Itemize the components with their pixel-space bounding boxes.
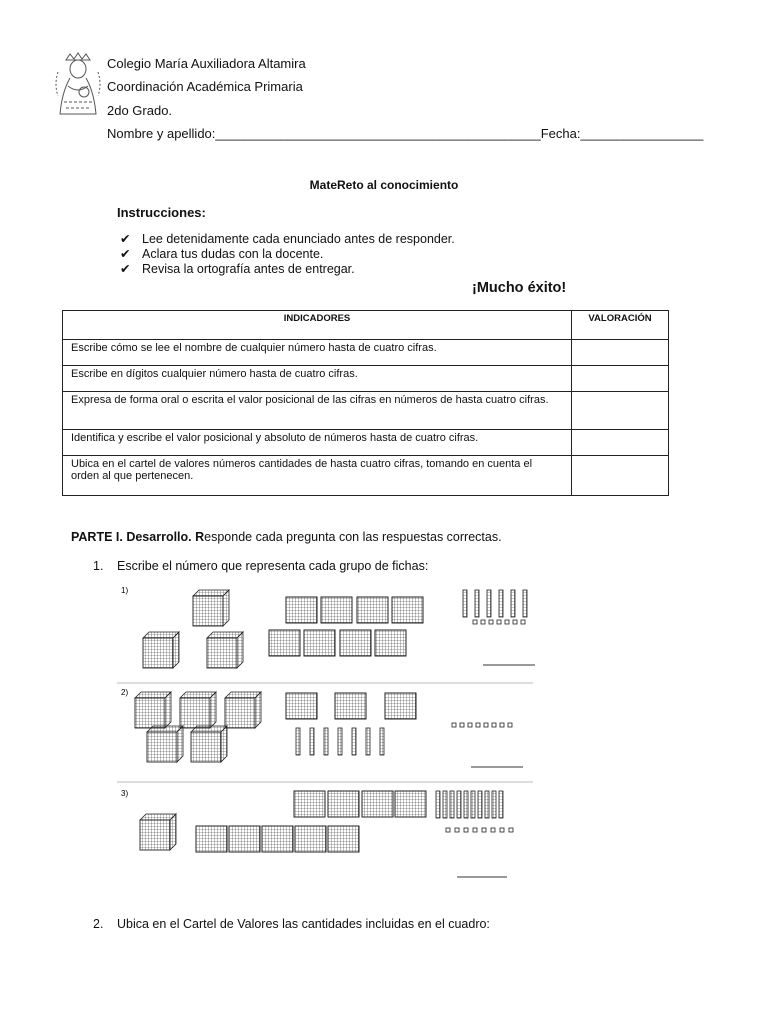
thousand-cube — [173, 632, 179, 668]
ten-rod — [436, 791, 440, 818]
ten-rod — [485, 791, 489, 818]
valuation-header: VALORACIÓN — [572, 311, 669, 340]
unit-cube — [513, 620, 517, 624]
unit-cube — [500, 723, 504, 727]
hundred-flat — [304, 630, 335, 656]
hundred-flat — [362, 791, 393, 817]
valuation-cell[interactable] — [572, 366, 669, 392]
hundred-flat — [321, 597, 352, 623]
indicators-table — [62, 310, 669, 496]
thousand-cube — [225, 698, 255, 728]
ten-rod — [450, 791, 454, 818]
hundred-flat — [385, 693, 416, 719]
unit-cube — [521, 620, 525, 624]
instruction-item: ✔ Revisa la ortografía antes de entregar. — [120, 262, 355, 276]
hundred-flat — [328, 826, 359, 852]
ten-rod — [499, 791, 503, 818]
ten-rod — [463, 590, 467, 617]
hundred-flat — [335, 693, 366, 719]
grade: 2do Grado. — [107, 103, 173, 118]
unit-cube — [491, 828, 495, 832]
part-one-heading: PARTE I. Desarrollo. Responde cada pregunta con las respuestas correctas. — [71, 530, 502, 544]
indicator-row: Identifica y escribe el valor posicional y absoluto de números hasta de cuatro cifras. — [63, 430, 572, 456]
thousand-cube — [143, 638, 173, 668]
hundred-flat — [328, 791, 359, 817]
indicator-row: Escribe en dígitos cualquier número hasta de cuatro cifras. — [63, 366, 572, 392]
thousand-cube — [223, 590, 229, 626]
ten-rod — [492, 791, 496, 818]
unit-cube — [505, 620, 509, 624]
unit-cube — [446, 828, 450, 832]
thousand-cube — [140, 820, 170, 850]
valuation-cell[interactable] — [572, 456, 669, 496]
unit-cube — [509, 828, 513, 832]
ten-rod — [457, 791, 461, 818]
hundred-flat — [357, 597, 388, 623]
hundred-flat — [196, 826, 227, 852]
name-date-line[interactable]: Nombre y apellido:_____________________________________________Fecha:_________________ — [107, 126, 704, 141]
thousand-cube — [135, 698, 165, 728]
ten-rod — [296, 728, 300, 755]
ten-rod — [338, 728, 342, 755]
ten-rod — [511, 590, 515, 617]
check-icon: ✔ — [120, 262, 131, 276]
coordination: Coordinación Académica Primaria — [107, 79, 303, 94]
indicator-row: Escribe cómo se lee el nombre de cualquier número hasta de cuatro cifras. — [63, 340, 572, 366]
unit-cube — [482, 828, 486, 832]
school-name: Colegio María Auxiliadora Altamira — [107, 56, 306, 71]
instruction-item: ✔ Aclara tus dudas con la docente. — [120, 247, 324, 261]
valuation-cell[interactable] — [572, 392, 669, 430]
valuation-cell[interactable] — [572, 430, 669, 456]
question-2: 2. Ubica en el Cartel de Valores las cantidades incluidas en el cuadro: — [93, 917, 490, 931]
thousand-cube — [180, 698, 210, 728]
ten-rod — [380, 728, 384, 755]
thousand-cube — [237, 632, 243, 668]
exercise-label: 2) — [121, 688, 129, 697]
ten-rod — [366, 728, 370, 755]
indicator-row: Ubica en el cartel de valores números cantidades de hasta cuatro cifras, tomando en cuenta el orden al que pertenecen. — [63, 456, 572, 496]
hundred-flat — [269, 630, 300, 656]
indicator-row: Expresa de forma oral o escrita el valor posicional de las cifras en números de hasta cuatro cifras. — [63, 392, 572, 430]
hundred-flat — [392, 597, 423, 623]
unit-cube — [492, 723, 496, 727]
hundred-flat — [262, 826, 293, 852]
question-1: 1. Escribe el número que representa cada grupo de fichas: — [93, 559, 429, 573]
indicators-header: INDICADORES — [63, 311, 572, 340]
exercise-label: 3) — [121, 789, 129, 798]
hundred-flat — [286, 693, 317, 719]
unit-cube — [489, 620, 493, 624]
hundred-flat — [286, 597, 317, 623]
ten-rod — [464, 791, 468, 818]
valuation-cell[interactable] — [572, 340, 669, 366]
ten-rod — [523, 590, 527, 617]
check-icon: ✔ — [120, 232, 131, 246]
thousand-cube — [207, 638, 237, 668]
thousand-cube — [170, 814, 176, 850]
ten-rod — [310, 728, 314, 755]
exercise-label: 1) — [121, 586, 129, 595]
thousand-cube — [193, 596, 223, 626]
base-ten-blocks-figure — [115, 580, 535, 885]
thousand-cube — [221, 726, 227, 762]
ten-rod — [471, 791, 475, 818]
hundred-flat — [295, 826, 326, 852]
good-luck-message: ¡Mucho éxito! — [472, 280, 567, 296]
ten-rod — [443, 791, 447, 818]
unit-cube — [476, 723, 480, 727]
ten-rod — [324, 728, 328, 755]
hundred-flat — [340, 630, 371, 656]
unit-cube — [473, 828, 477, 832]
ten-rod — [499, 590, 503, 617]
unit-cube — [464, 828, 468, 832]
unit-cube — [508, 723, 512, 727]
unit-cube — [481, 620, 485, 624]
hundred-flat — [395, 791, 426, 817]
thousand-cube — [165, 692, 171, 728]
thousand-cube — [255, 692, 261, 728]
unit-cube — [455, 828, 459, 832]
page-title: MateReto al conocimiento — [309, 178, 459, 192]
ten-rod — [478, 791, 482, 818]
thousand-cube — [177, 726, 183, 762]
unit-cube — [484, 723, 488, 727]
thousand-cube — [191, 732, 221, 762]
ten-rod — [487, 590, 491, 617]
ten-rod — [475, 590, 479, 617]
school-logo — [52, 52, 104, 118]
ten-rod — [352, 728, 356, 755]
hundred-flat — [375, 630, 406, 656]
unit-cube — [468, 723, 472, 727]
thousand-cube — [147, 732, 177, 762]
unit-cube — [473, 620, 477, 624]
hundred-flat — [294, 791, 325, 817]
instructions-heading: Instrucciones: — [117, 205, 206, 220]
instructions-list — [120, 232, 455, 277]
unit-cube — [497, 620, 501, 624]
check-icon: ✔ — [120, 247, 131, 261]
unit-cube — [500, 828, 504, 832]
thousand-cube — [210, 692, 216, 728]
unit-cube — [460, 723, 464, 727]
hundred-flat — [229, 826, 260, 852]
unit-cube — [452, 723, 456, 727]
instruction-item: ✔ Lee detenidamente cada enunciado antes de responder. — [120, 232, 455, 246]
